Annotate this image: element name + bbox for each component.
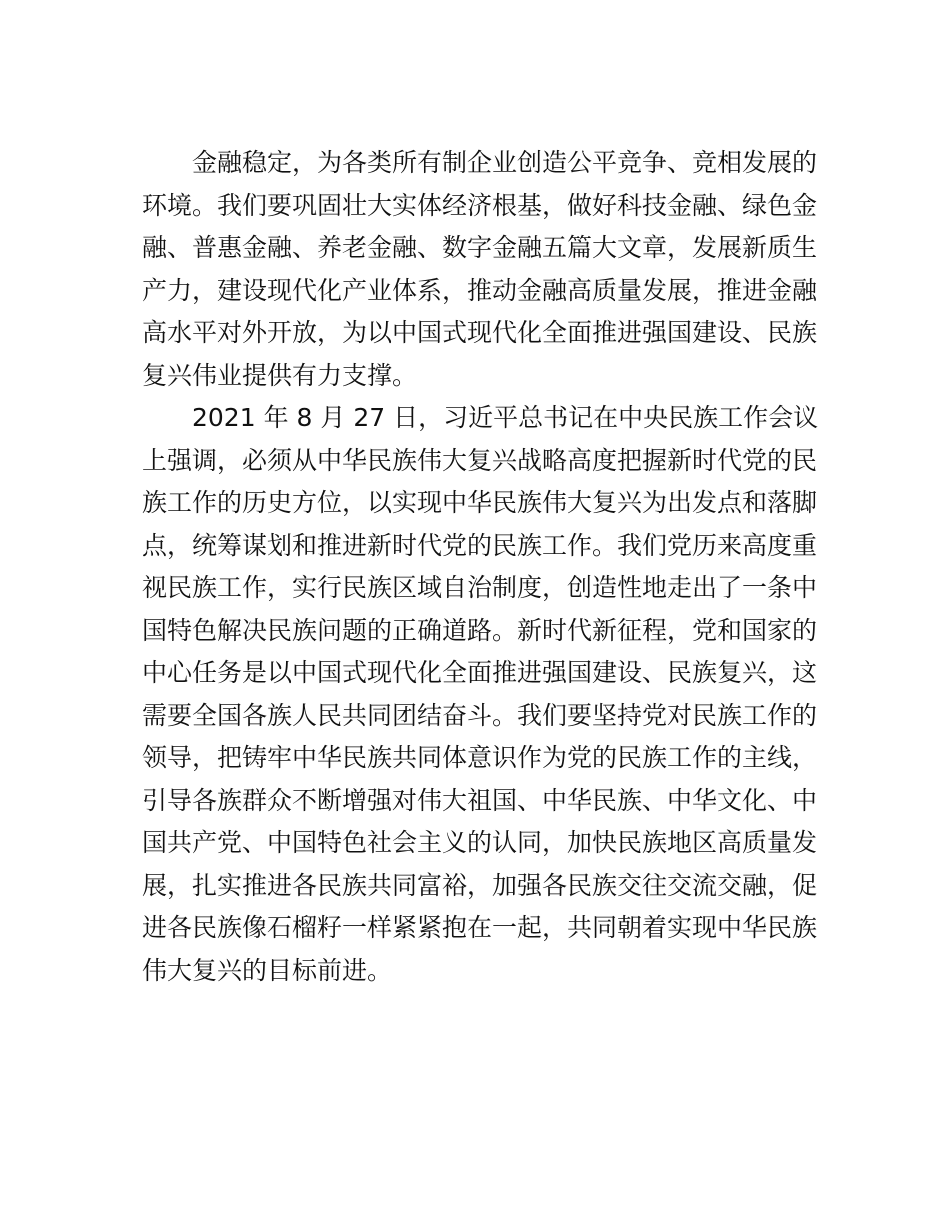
text-line: 复兴伟业提供有力支撑。 xyxy=(142,360,418,390)
text-line: 进各民族像石榴籽一样紧紧抱在一起，共同朝着实现中华民族 xyxy=(142,913,818,942)
text-line: 中心任务是以中国式现代化全面推进强国建设、民族复兴，这 xyxy=(142,658,818,687)
text-line: 引导各族群众不断增强对伟大祖国、中华民族、中华文化、中 xyxy=(142,785,818,815)
paragraph-1 xyxy=(142,142,818,397)
text-line: 金融稳定，为各类所有制企业创造公平竞争、竞相发展的 xyxy=(192,148,818,177)
text-line: 融、普惠金融、养老金融、数字金融五篇大文章，发展新质生 xyxy=(142,233,818,262)
text-line: 伟大复兴的目标前进。 xyxy=(142,955,393,985)
text-line: 点，统筹谋划和推进新时代党的民族工作。我们党历来高度重 xyxy=(142,530,818,560)
text-line: 展，扎实推进各民族共同富裕，加强各民族交往交流交融，促 xyxy=(142,870,818,900)
text-line: 高水平对外开放，为以中国式现代化全面推进强国建设、民族 xyxy=(142,318,818,347)
text-line: 领导，把铸牢中华民族共同体意识作为党的民族工作的主线， xyxy=(142,743,818,772)
text-line: 族工作的历史方位，以实现中华民族伟大复兴为出发点和落脚 xyxy=(142,488,818,517)
text-line: 环境。我们要巩固壮大实体经济根基，做好科技金融、绿色金 xyxy=(142,190,818,220)
text-line: 国特色解决民族问题的正确道路。新时代新征程，党和国家的 xyxy=(142,615,818,645)
text-line: 国共产党、中国特色社会主义的认同，加快民族地区高质量发 xyxy=(142,828,818,857)
paragraph-2 xyxy=(142,397,819,992)
document-page xyxy=(142,142,819,992)
text-line: 需要全国各族人民共同团结奋斗。我们要坚持党对民族工作的 xyxy=(142,700,818,730)
text-line: 上强调，必须从中华民族伟大复兴战略高度把握新时代党的民 xyxy=(142,445,818,475)
text-line: 产力，建设现代化产业体系，推动金融高质量发展，推进金融 xyxy=(142,275,818,305)
text-line: 视民族工作，实行民族区域自治制度，创造性地走出了一条中 xyxy=(142,573,818,602)
text-line: 2021 年 8 月 27 日，习近平总书记在中央民族工作会议 xyxy=(192,403,819,432)
